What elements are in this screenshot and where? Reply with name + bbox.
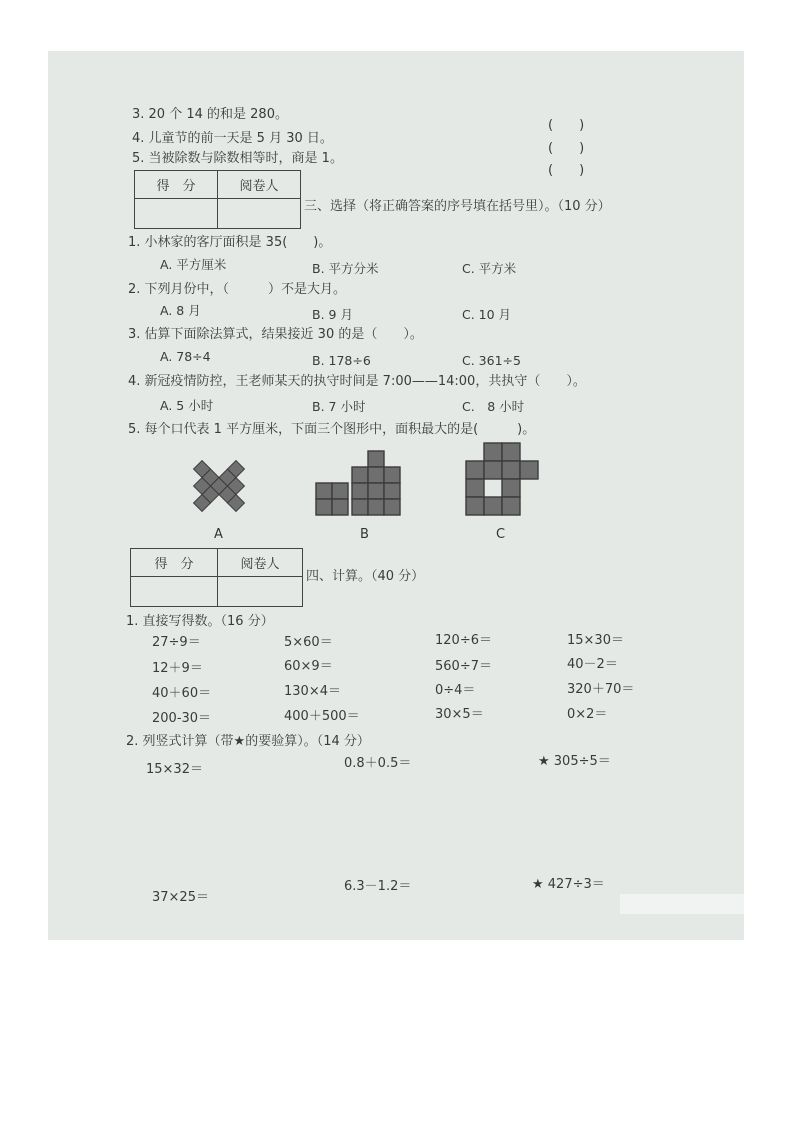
faded-patch (620, 894, 744, 914)
choice-q1: 1. 小林家的客厅面积是 35( )。 (128, 235, 332, 250)
oral-item: 0×2＝ (567, 707, 608, 722)
judge-item-3: 3. 20 个 14 的和是 280。 (132, 107, 288, 122)
choice-q1-option-a[interactable]: A. 平方厘米 (160, 257, 227, 272)
oral-item: 320＋70＝ (567, 682, 635, 697)
choice-q4-option-b[interactable]: B. 7 小时 (312, 399, 366, 414)
choice-q5: 5. 每个口代表 1 平方厘米，下面三个图形中，面积最大的是( )。 (128, 422, 536, 437)
answer-blank-3[interactable]: ( ) (548, 118, 585, 133)
oral-item: 130×4＝ (284, 684, 341, 699)
vertical-item: 0.8＋0.5＝ (344, 756, 412, 771)
judge-item-4: 4. 儿童节的前一天是 5 月 30 日。 (132, 131, 333, 146)
choice-q2-option-a[interactable]: A. 8 月 (160, 303, 201, 318)
oral-item: 400＋500＝ (284, 709, 360, 724)
choice-q1-option-c[interactable]: C. 平方米 (462, 261, 517, 276)
oral-item: 560÷7＝ (435, 659, 492, 674)
section4-title: 四、计算。（40 分） (306, 569, 425, 584)
figure-c-label: C (496, 527, 506, 542)
score-header: 得 分 (135, 171, 218, 199)
figure-b (316, 451, 408, 521)
choice-q3-option-b[interactable]: B. 178÷6 (312, 353, 371, 368)
choice-q2-option-c[interactable]: C. 10 月 (462, 307, 512, 322)
grader-cell[interactable] (218, 199, 301, 229)
choice-q4: 4. 新冠疫情防控，王老师某天的执守时间是 7:00——14:00，共执守（ ）。 (128, 374, 586, 389)
judge-item-5: 5. 当被除数与除数相等时，商是 1。 (132, 151, 343, 166)
choice-q4-option-c[interactable]: C. 8 小时 (462, 399, 525, 414)
section3-title: 三、选择（将正确答案的序号填在括号里）。（10 分） (304, 199, 611, 214)
score-header: 得 分 (131, 549, 218, 577)
oral-item: 12＋9＝ (152, 661, 203, 676)
score-cell[interactable] (131, 577, 218, 607)
oral-item: 60×9＝ (284, 659, 333, 674)
score-box-section3 (134, 170, 301, 229)
choice-q3-option-a[interactable]: A. 78÷4 (160, 349, 211, 364)
figure-a (178, 457, 260, 515)
score-cell[interactable] (135, 199, 218, 229)
oral-item: 30×5＝ (435, 707, 484, 722)
choice-q2: 2. 下列月份中，（ ）不是大月。 (128, 282, 347, 297)
oral-item: 200-30＝ (152, 711, 212, 726)
oral-item: 27÷9＝ (152, 635, 201, 650)
answer-blank-4[interactable]: ( ) (548, 141, 585, 156)
vertical-item: ★ 305÷5＝ (538, 754, 611, 769)
score-box-section4 (130, 548, 303, 607)
oral-item: 5×60＝ (284, 635, 333, 650)
oral-item: 15×30＝ (567, 633, 624, 648)
oral-item: 40＋60＝ (152, 686, 212, 701)
vertical-item: ★ 427÷3＝ (532, 877, 605, 892)
vertical-item: 15×32＝ (146, 762, 203, 777)
choice-q3: 3. 估算下面除法算式，结果接近 30 的是（ ）。 (128, 327, 423, 342)
vertical-item: 6.3－1.2＝ (344, 879, 412, 894)
choice-q2-option-b[interactable]: B. 9 月 (312, 307, 353, 322)
oral-item: 0÷4＝ (435, 683, 476, 698)
figure-c (466, 443, 542, 519)
answer-blank-5[interactable]: ( ) (548, 163, 585, 178)
grader-header: 阅卷人 (218, 549, 303, 577)
vertical-calc-title: 2. 列竖式计算（带★的要验算）。（14 分） (126, 734, 370, 749)
choice-q3-option-c[interactable]: C. 361÷5 (462, 353, 521, 368)
vertical-item: 37×25＝ (152, 890, 209, 905)
oral-item: 120÷6＝ (435, 633, 492, 648)
exam-paper (48, 51, 744, 940)
grader-header: 阅卷人 (218, 171, 301, 199)
oral-calc-title: 1. 直接写得数。（16 分） (126, 614, 274, 629)
choice-q1-option-b[interactable]: B. 平方分米 (312, 261, 379, 276)
oral-item: 40－2＝ (567, 657, 618, 672)
figure-a-label: A (214, 527, 223, 542)
figure-b-label: B (360, 527, 369, 542)
choice-q4-option-a[interactable]: A. 5 小时 (160, 398, 214, 413)
grader-cell[interactable] (218, 577, 303, 607)
